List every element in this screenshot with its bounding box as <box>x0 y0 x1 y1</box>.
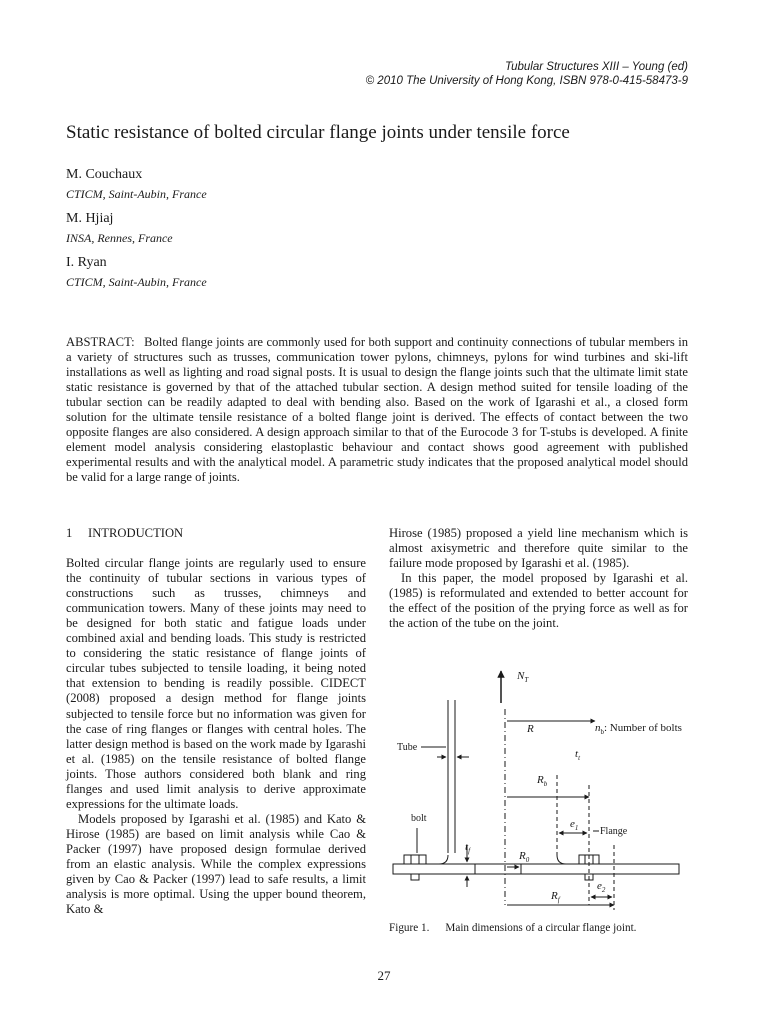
header-line-2: © 2010 The University of Hong Kong, ISBN 978-0-415-58473-9 <box>365 75 688 87</box>
label-tube: Tube <box>397 742 418 753</box>
abstract-label: ABSTRACT: <box>66 335 135 349</box>
figure-caption <box>389 922 636 934</box>
page-number: 27 <box>377 968 391 983</box>
bolt-left <box>404 855 426 880</box>
author-name-2: M. Hjiaj <box>66 211 114 226</box>
label-rb: $R_b$ <box>537 774 548 788</box>
right-column <box>389 526 688 631</box>
label-tf: $t_f$ <box>465 841 471 855</box>
label-r: R <box>527 723 534 735</box>
weld-right <box>557 855 566 864</box>
flange-joint-figure <box>389 665 689 915</box>
left-paragraph-1: Bolted circular flange joints are regularly used to ensure the continuity of tubular sections in various types of constructions such as trusses, chimneys and communication towers. Many of these joints may need to be designed for both static and fatigue loads under combined axial and bending loads. This study is restricted to considering the static resistance of flange joints of circular tubes subjected to tensile loading, it being noted that extension to bending is readily possible. CIDECT (2008) proposed a design method for flange joints subjected to tensile force but no information was given for the case of ring flanges or flanges with central holes. The latter design method is based on the work made by Igarashi et al. (1985) on the tensile resistance of bolted flange joints. Those authors considered both blank and ring flanges and used limit analysis to derive approximate expressions for the ultimate loads. <box>66 556 366 811</box>
author-affiliation-1: CTICM, Saint-Aubin, France <box>66 187 207 201</box>
section-heading <box>66 526 366 541</box>
author-name-1: M. Couchaux <box>66 167 143 182</box>
section-title: INTRODUCTION <box>88 526 184 540</box>
label-rf: $R_f$ <box>551 890 560 904</box>
label-nb: $n_b$: Number of bolts <box>595 722 682 736</box>
right-paragraph-2: In this paper, the model proposed by Igarashi et al. (1985) is reformulated and extended to better account for the effect of the position of the prying force as well as for the action of the tube on the joint. <box>389 571 688 631</box>
section-number: 1 <box>66 526 73 540</box>
author-name-3: I. Ryan <box>66 255 107 270</box>
abstract <box>66 335 688 485</box>
paper-title: Static resistance of bolted circular flange joints under tensile force <box>66 122 570 143</box>
figure-caption-text: Main dimensions of a circular flange joint. <box>445 922 637 934</box>
right-paragraph-1: Hirose (1985) proposed a yield line mechanism which is almost axisymetric and therefore quite similar to the failure mode proposed by Igarashi et al. (1985). <box>389 526 688 571</box>
label-nt: $N_T$ <box>517 670 529 684</box>
author-affiliation-2: INSA, Rennes, France <box>66 231 173 245</box>
figure-number: Figure 1. <box>389 922 430 934</box>
left-column <box>66 526 366 917</box>
header-line-1: Tubular Structures XIII – Young (ed) <box>504 61 688 73</box>
abstract-text: Bolted flange joints are commonly used for both support and continuity connections of tubular members in a variety of structures such as trusses, communication tower pylons, chimneys, pylons for wind turbines and ski-lift installations as well as lighting and road signal posts. It is usual to design the flange joints such that the ultimate limit state static resistance is governed by that of the attached tubular section. A design method suited for tensile loading of the tubular section can be readily adapted to deal with bending also. Based on the work of Igarashi et al., a closed form solution for the ultimate tensile resistance of a bolted flange joint is derived. The effects of contact between the two opposite flanges are also considered. A design approach similar to that of the Eurocode 3 for T-stubs is developed. A finite element model analysis considering elastoplastic behaviour and contact shows good agreement with published experimental results and with the analytical model. A parametric study indicates that the proposed analytical model should be valid for a large range of joints. <box>66 335 688 485</box>
label-e1: $e_1$ <box>570 818 579 832</box>
label-flange: Flange <box>600 826 628 837</box>
label-tt: $t_t$ <box>575 748 581 762</box>
running-header <box>366 60 688 88</box>
author-affiliation-3: CTICM, Saint-Aubin, France <box>66 275 207 289</box>
label-bolt: bolt <box>411 813 427 824</box>
flange-plate <box>393 864 679 874</box>
label-r0: $R_0$ <box>519 850 530 864</box>
central-hole <box>475 864 521 874</box>
weld-left <box>439 855 448 864</box>
label-e2: $e_2$ <box>597 880 606 894</box>
left-paragraph-2: Models proposed by Igarashi et al. (1985) and Kato & Hirose (1985) are based on limit analysis while Cao & Packer (1997) have proposed design formulae derived from an elastic analysis. While the complex expressions given by Cao & Packer (1997) lead to safe results, a limit analysis is more optimal. Using the upper bound theorem, Kato & <box>66 811 366 917</box>
